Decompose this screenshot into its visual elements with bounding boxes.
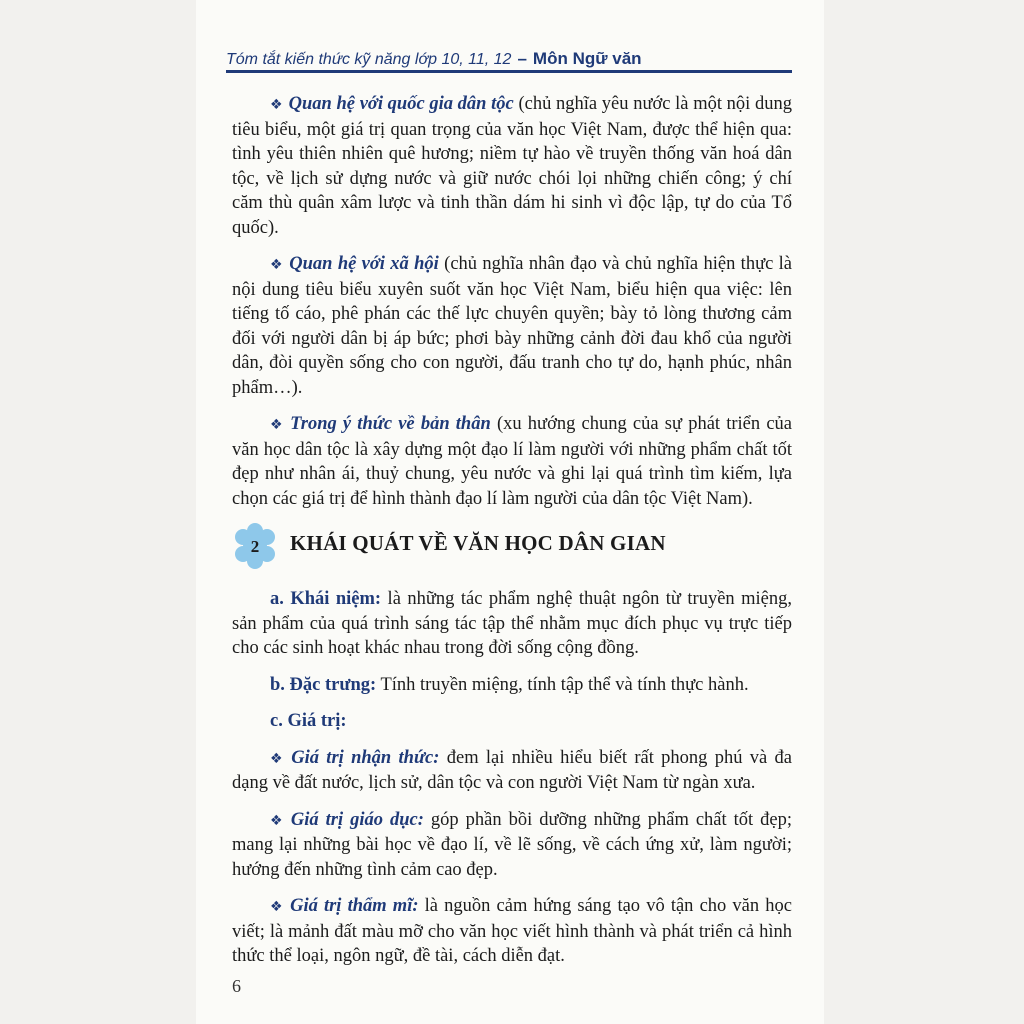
body-text: Tính truyền miệng, tính tập thể và tính thực hành.: [376, 674, 749, 695]
section-number: 2: [250, 537, 260, 556]
item-label: c. Giá trị:: [270, 711, 347, 731]
item-label: b. Đặc trưng:: [270, 674, 377, 695]
paragraph-self: [232, 412, 792, 511]
item-label: a. Khái niệm:: [270, 589, 382, 609]
diamond-bullet-icon: ❖: [270, 750, 286, 767]
body-text: (xu hướng chung của sự phát triển của văn học dân tộc là xây dựng một đạo lí làm người với những phẩm chất tốt đẹp như nhân ái, thuỷ chung, yêu nước và ghi lại quá trình tìm kiếm, lựa chọn các giá trị để hình thành đạo lí làm người của dân tộc Việt Nam).: [232, 414, 792, 509]
item-b: [232, 673, 792, 698]
value-aesthetic: [232, 894, 792, 969]
term: Giá trị nhận thức:: [291, 747, 440, 768]
page-number: 6: [232, 976, 241, 996]
term: Quan hệ với xã hội: [289, 254, 439, 274]
item-a: [232, 587, 792, 661]
value-educational: [232, 808, 792, 883]
header-rule: [226, 70, 792, 73]
flower-badge-icon: [232, 523, 278, 569]
diamond-bullet-icon: ❖: [270, 97, 283, 113]
body-text: là những tác phẩm nghệ thuật ngôn từ truyền miệng, sản phẩm của quá trình sáng tác tập thể nhằm mục đích phục vụ trực tiếp cho các sinh hoạt khác nhau trong đời sống cộng đồng.: [232, 589, 793, 658]
term: Giá trị giáo dục:: [290, 809, 424, 830]
diamond-bullet-icon: ❖: [270, 257, 284, 273]
body-text: (chủ nghĩa nhân đạo và chủ nghĩa hiện thực là nội dung tiêu biểu xuyên suốt văn học Việt Nam, biểu hiện qua việc: lên tiếng tố cáo, phê phán các thế lực chuyên quyền; bày tỏ lòng thương cảm đối với người dân bị áp bức; phơi bày những cảnh đời đau khổ của người dân, đòi quyền sống cho con người, đấu tranh cho tự do, hạnh phúc, nhân phẩm…).: [232, 254, 792, 398]
term: Trong ý thức về bản thân: [290, 414, 491, 434]
section-title: KHÁI QUÁT VỀ VĂN HỌC DÂN GIAN: [290, 531, 666, 555]
book-title: Tóm tắt kiến thức kỹ năng lớp 10, 11, 12: [226, 51, 512, 68]
value-cognitive: [232, 746, 792, 796]
item-c: [232, 709, 792, 734]
diamond-bullet-icon: ❖: [270, 899, 285, 915]
body-text: (chủ nghĩa yêu nước là một nội dung tiêu biểu, một giá trị quan trọng của văn học Việt Nam, được thể hiện qua: tình yêu thiên nhiên quê hương; niềm tự hào về truyền thống văn hoá dân tộc, về lịch sử dựng nước và giữ nước chói lọi những chiến công; ý chí căm thù quân xâm lược và tinh thần dám hi sinh vì độc lập, tự do của Tổ quốc).: [232, 94, 792, 238]
body-text: góp phần bồi dưỡng những phẩm chất tốt đẹp; mang lại những bài học về đạo lí, về lẽ sống, về cách ứng xử, làm người; hướng đến những tình cảm cao đẹp.: [232, 809, 792, 880]
page-content: [232, 92, 792, 981]
running-header: [226, 46, 790, 72]
paragraph-society: [232, 252, 792, 400]
diamond-bullet-icon: ❖: [270, 812, 285, 829]
diamond-bullet-icon: ❖: [270, 417, 285, 433]
subject-name: Môn Ngữ văn: [532, 49, 642, 68]
term: Quan hệ với quốc gia dân tộc: [288, 94, 514, 114]
term: Giá trị thẩm mĩ:: [290, 896, 419, 916]
body-text: là nguồn cảm hứng sáng tạo vô tận cho văn học viết; là mảnh đất màu mỡ cho văn học viết hình thành và phát triển cả hình thức thể loại, ngôn ngữ, đề tài, cách diễn đạt.: [232, 896, 792, 966]
body-text: đem lại nhiều hiểu biết rất phong phú và đa dạng về đất nước, lịch sử, dân tộc và con người Việt Nam từ ngàn xưa.: [232, 747, 792, 793]
header-separator: –: [517, 49, 527, 68]
section-heading: [232, 523, 792, 573]
paragraph-national: [232, 92, 792, 240]
